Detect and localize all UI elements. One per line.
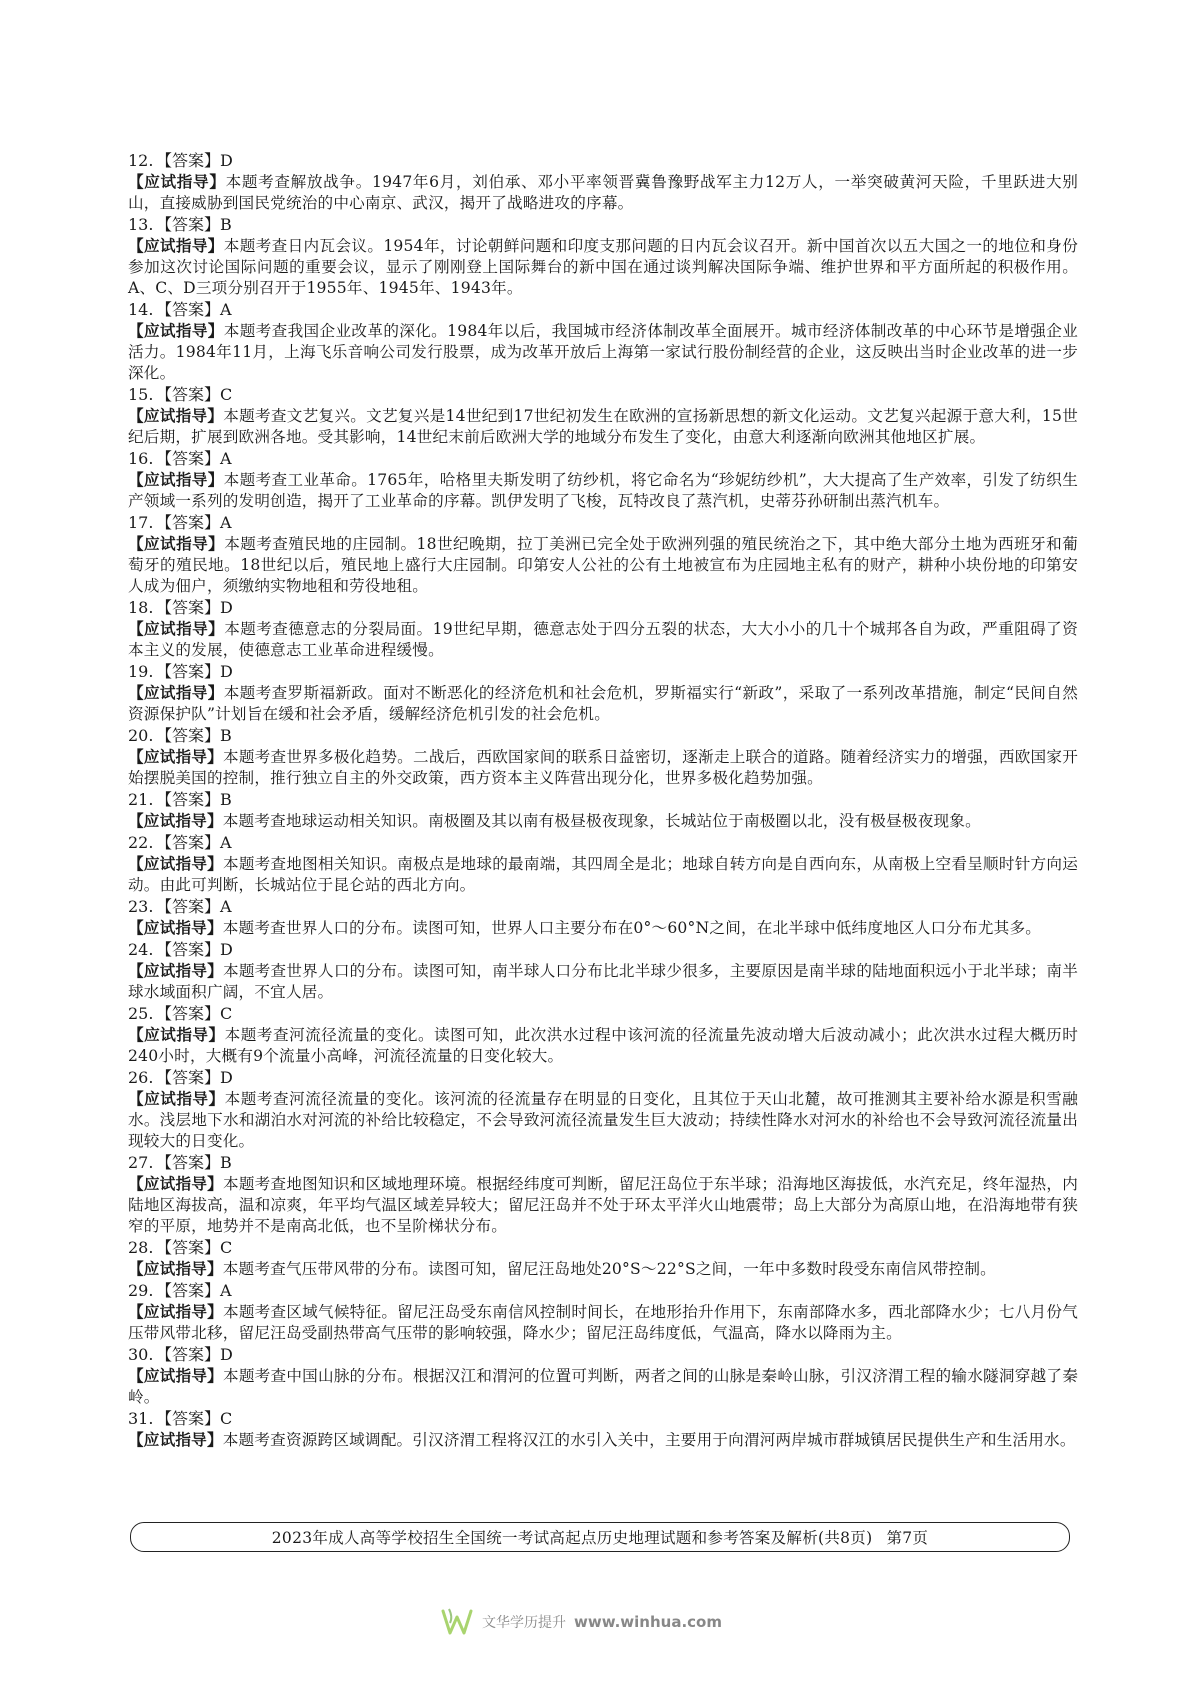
- guide-label: 【应试指导】: [128, 1025, 225, 1044]
- answer-line: [128, 150, 1078, 171]
- guide-text: [128, 405, 1078, 448]
- answer-value: D: [220, 940, 233, 959]
- question-number: 19.: [128, 662, 154, 681]
- guide-label: 【应试指导】: [128, 918, 223, 937]
- answer-label: 【答案】: [156, 300, 221, 319]
- answer-entry: [128, 597, 1078, 661]
- page-footer: [130, 1522, 1070, 1552]
- question-number: 16.: [128, 449, 154, 468]
- answer-entry: [128, 150, 1078, 214]
- answer-entry: [128, 1280, 1078, 1344]
- watermark-url: www.winhua.com: [574, 1613, 722, 1631]
- question-number: 31.: [128, 1409, 154, 1428]
- guide-body: 本题考查气压带风带的分布。读图可知，留尼汪岛地处20°S～22°S之间，一年中多数时段受东南信风带控制。: [222, 1260, 996, 1278]
- guide-label: 【应试指导】: [128, 1174, 224, 1193]
- question-number: 14.: [128, 300, 154, 319]
- guide-body: 本题考查德意志的分裂局面。19世纪早期，德意志处于四分五裂的状态，大大小小的几十个城邦各自为政，严重阻碍了资本主义的发展，使德意志工业革命进程缓慢。: [128, 620, 1078, 659]
- answer-value: C: [220, 1004, 233, 1023]
- guide-text: [128, 960, 1078, 1003]
- guide-body: 本题考查我国企业改革的深化。1984年以后，我国城市经济体制改革全面展开。城市经济体制改革的中心环节是增强企业活力。1984年11月，上海飞乐音响公司发行股票，成为改革开放后上海第一家试行股份制经营的企业，这反映出当时企业改革的进一步深化。: [128, 322, 1079, 382]
- guide-body: 本题考查世界人口的分布。读图可知，南半球人口分布比北半球少很多，主要原因是南半球的陆地面积远小于北半球；南半球水域面积广阔，不宜人居。: [128, 962, 1078, 1001]
- guide-label: 【应试指导】: [128, 172, 226, 191]
- answer-line: [128, 832, 1078, 853]
- answer-label: 【答案】: [156, 1238, 221, 1257]
- answer-line: [128, 448, 1078, 469]
- answer-line: [128, 512, 1078, 533]
- answer-entry: [128, 1003, 1078, 1067]
- answer-list: [128, 150, 1078, 1451]
- guide-body: 本题考查日内瓦会议。1954年，讨论朝鲜问题和印度支那问题的日内瓦会议召开。新中国首次以五大国之一的地位和身份参加这次讨论国际问题的重要会议，显示了刚刚登上国际舞台的新中国在通过谈判解决国际争端、维护世界和平方面所起的积极作用。A、C、D三项分别召开于1955年、1945年、1943年。: [128, 237, 1079, 297]
- answer-value: C: [220, 1409, 233, 1428]
- guide-label: 【应试指导】: [128, 1430, 223, 1449]
- question-number: 15.: [128, 385, 154, 404]
- guide-text: [128, 917, 1078, 939]
- guide-text: [128, 1301, 1078, 1344]
- guide-text: [128, 1088, 1078, 1152]
- answer-label: 【答案】: [156, 897, 221, 916]
- answer-line: [128, 597, 1078, 618]
- guide-body: 本题考查罗斯福新政。面对不断恶化的经济危机和社会危机，罗斯福实行“新政”，采取了一系列改革措施，制定“民间自然资源保护队”计划旨在缓和社会矛盾，缓解经济危机引发的社会危机。: [128, 684, 1079, 723]
- guide-label: 【应试指导】: [128, 747, 224, 766]
- question-number: 28.: [128, 1238, 154, 1257]
- answer-entry: [128, 299, 1078, 384]
- answer-entry: [128, 1152, 1078, 1237]
- guide-label: 【应试指导】: [128, 470, 224, 489]
- guide-body: 本题考查地图相关知识。南极点是地球的最南端，其四周全是北；地球自转方向是自西向东，从南极上空看呈顺时针方向运动。由此可判断，长城站位于昆仑站的西北方向。: [128, 855, 1078, 894]
- question-number: 24.: [128, 940, 154, 959]
- answer-entry: [128, 1237, 1078, 1280]
- answer-label: 【答案】: [156, 1068, 221, 1087]
- answer-value: A: [220, 897, 232, 916]
- guide-body: 本题考查工业革命。1765年，哈格里夫斯发明了纺纱机，将它命名为“珍妮纺纱机”，大大提高了生产效率，引发了纺织生产领域一系列的发明创造，揭开了工业革命的序幕。凯伊发明了飞梭，瓦特改良了蒸汽机，史蒂芬孙研制出蒸汽机车。: [128, 471, 1078, 510]
- answer-line: [128, 299, 1078, 320]
- guide-body: 本题考查河流径流量的变化。读图可知，此次洪水过程中该河流的径流量先波动增大后波动减小；此次洪水过程大概历时240小时，大概有9个流量小高峰，河流径流量的日变化较大。: [128, 1026, 1079, 1065]
- guide-body: 本题考查殖民地的庄园制。18世纪晚期，拉丁美洲已完全处于欧洲列强的殖民统治之下，其中绝大部分土地为西班牙和葡萄牙的殖民地。18世纪以后，殖民地上盛行大庄园制。印第安人公社的公有土地被宣布为庄园地主私有的财产，耕种小块份地的印第安人成为佃户，须缴纳实物地租和劳役地租。: [128, 535, 1078, 595]
- guide-text: [128, 1429, 1078, 1451]
- guide-body: 本题考查区域气候特征。留尼汪岛受东南信风控制时间长，在地形抬升作用下，东南部降水多，西北部降水少；七八月份气压带风带北移，留尼汪岛受副热带高气压带的影响较强，降水少；留尼汪岛纬度低，气温高，降水以降雨为主。: [128, 1303, 1078, 1342]
- answer-entry: [128, 1344, 1078, 1408]
- answer-value: B: [220, 726, 232, 745]
- guide-body: 本题考查地球运动相关知识。南极圈及其以南有极昼极夜现象，长城站位于南极圈以北，没有极昼极夜现象。: [222, 812, 981, 830]
- guide-label: 【应试指导】: [128, 406, 224, 425]
- answer-label: 【答案】: [156, 513, 221, 532]
- answer-line: [128, 661, 1078, 682]
- answer-label: 【答案】: [156, 1345, 221, 1364]
- answer-entry: [128, 725, 1078, 789]
- guide-text: [128, 1024, 1078, 1067]
- guide-label: 【应试指导】: [128, 1366, 224, 1385]
- answer-line: [128, 896, 1078, 917]
- guide-text: [128, 1365, 1078, 1408]
- answer-value: B: [220, 1153, 232, 1172]
- guide-body: 本题考查解放战争。1947年6月，刘伯承、邓小平率领晋冀鲁豫野战军主力12万人，一举突破黄河天险，千里跃进大别山，直接威胁到国民党统治的中心南京、武汉，揭开了战略进攻的序幕。: [128, 173, 1079, 212]
- answer-entry: [128, 789, 1078, 832]
- footer-title: 2023年成人高等学校招生全国统一考试高起点历史地理试题和参考答案及解析(共8页): [271, 1529, 873, 1547]
- answer-value: C: [220, 385, 233, 404]
- answer-value: D: [220, 598, 233, 617]
- answer-label: 【答案】: [156, 940, 221, 959]
- answer-line: [128, 1408, 1078, 1429]
- answer-line: [128, 1003, 1078, 1024]
- question-number: 18.: [128, 598, 154, 617]
- guide-body: 本题考查资源跨区域调配。引汉济渭工程将汉江的水引入关中，主要用于向渭河两岸城市群城镇居民提供生产和生活用水。: [222, 1431, 1076, 1449]
- watermark-brand: 文华学历提升: [482, 1615, 566, 1631]
- answer-line: [128, 1280, 1078, 1301]
- answer-line: [128, 1067, 1078, 1088]
- answer-value: D: [220, 151, 233, 170]
- answer-value: B: [220, 790, 232, 809]
- answer-label: 【答案】: [156, 833, 221, 852]
- guide-label: 【应试指导】: [128, 1302, 224, 1321]
- guide-text: [128, 810, 1078, 832]
- answer-label: 【答案】: [156, 1153, 221, 1172]
- guide-body: 本题考查河流径流量的变化。该河流的径流量存在明显的日变化，且其位于天山北麓，故可推测其主要补给水源是积雪融水。浅层地下水和湖泊水对河流的补给比较稳定，不会导致河流径流量发生巨大波动；持续性降水对河水的补给也不会导致河流径流量出现较大的日变化。: [128, 1090, 1079, 1150]
- answer-value: A: [220, 833, 232, 852]
- guide-label: 【应试指导】: [128, 236, 224, 255]
- answer-entry: [128, 939, 1078, 1003]
- guide-text: [128, 171, 1078, 214]
- answer-label: 【答案】: [156, 662, 221, 681]
- answer-entry: [128, 448, 1078, 512]
- answer-value: A: [220, 300, 232, 319]
- answer-label: 【答案】: [156, 1004, 221, 1023]
- answer-line: [128, 1344, 1078, 1365]
- guide-text: [128, 1173, 1078, 1237]
- guide-body: 本题考查中国山脉的分布。根据汉江和渭河的位置可判断，两者之间的山脉是秦岭山脉，引汉济渭工程的输水隧洞穿越了秦岭。: [128, 1367, 1078, 1406]
- answer-line: [128, 1152, 1078, 1173]
- question-number: 13.: [128, 215, 154, 234]
- question-number: 20.: [128, 726, 154, 745]
- answer-label: 【答案】: [156, 726, 221, 745]
- guide-label: 【应试指导】: [128, 534, 225, 553]
- answer-entry: [128, 512, 1078, 597]
- guide-text: [128, 320, 1078, 384]
- answer-value: A: [220, 513, 232, 532]
- question-number: 27.: [128, 1153, 154, 1172]
- answer-entry: [128, 832, 1078, 896]
- answer-line: [128, 1237, 1078, 1258]
- answer-value: A: [220, 449, 232, 468]
- guide-body: 本题考查世界多极化趋势。二战后，西欧国家间的联系日益密切，逐渐走上联合的道路。随着经济实力的增强，西欧国家开始摆脱美国的控制，推行独立自主的外交政策，西方资本主义阵营出现分化，世界多极化趋势加强。: [128, 748, 1078, 787]
- guide-label: 【应试指导】: [128, 1089, 225, 1108]
- guide-body: 本题考查地图知识和区域地理环境。根据经纬度可判断，留尼汪岛位于东半球；沿海地区海拔低，水汽充足，终年湿热，内陆地区海拔高，温和凉爽，年平均气温区域差异较大；留尼汪岛并不处于环太平洋火山地震带；岛上大部分为高原山地，在沿海地带有狭窄的平原，地势并不是南高北低，也不呈阶梯状分布。: [128, 1175, 1078, 1235]
- guide-label: 【应试指导】: [128, 619, 225, 638]
- answer-entry: [128, 1408, 1078, 1451]
- guide-text: [128, 1258, 1078, 1280]
- question-number: 21.: [128, 790, 154, 809]
- answer-line: [128, 214, 1078, 235]
- guide-text: [128, 469, 1078, 512]
- answer-label: 【答案】: [156, 790, 221, 809]
- answer-entry: [128, 896, 1078, 939]
- answer-value: A: [220, 1281, 232, 1300]
- answer-value: C: [220, 1238, 233, 1257]
- guide-label: 【应试指导】: [128, 1259, 223, 1278]
- question-number: 30.: [128, 1345, 154, 1364]
- guide-label: 【应试指导】: [128, 811, 223, 830]
- question-number: 22.: [128, 833, 154, 852]
- answer-line: [128, 939, 1078, 960]
- answer-entry: [128, 384, 1078, 448]
- guide-body: 本题考查文艺复兴。文艺复兴是14世纪到17世纪初发生在欧洲的宣扬新思想的新文化运动。文艺复兴起源于意大利，15世纪后期，扩展到欧洲各地。受其影响，14世纪末前后欧洲大学的地域分布发生了变化，由意大利逐渐向欧洲其他地区扩展。: [128, 407, 1078, 446]
- question-number: 25.: [128, 1004, 154, 1023]
- watermark: [440, 1604, 722, 1640]
- answer-entry: [128, 1067, 1078, 1152]
- question-number: 29.: [128, 1281, 154, 1300]
- answer-entry: [128, 661, 1078, 725]
- answer-label: 【答案】: [156, 151, 221, 170]
- answer-entry: [128, 214, 1078, 299]
- answer-label: 【答案】: [156, 1409, 221, 1428]
- guide-text: [128, 682, 1078, 725]
- question-number: 26.: [128, 1068, 154, 1087]
- guide-text: [128, 853, 1078, 896]
- guide-label: 【应试指导】: [128, 683, 224, 702]
- answer-value: D: [220, 662, 233, 681]
- winhua-logo-icon: [440, 1607, 474, 1637]
- answer-line: [128, 789, 1078, 810]
- answer-label: 【答案】: [156, 598, 221, 617]
- answer-value: D: [220, 1068, 233, 1087]
- answer-value: D: [220, 1345, 233, 1364]
- guide-label: 【应试指导】: [128, 321, 224, 340]
- answer-label: 【答案】: [156, 1281, 221, 1300]
- answer-label: 【答案】: [156, 215, 221, 234]
- guide-text: [128, 618, 1078, 661]
- guide-body: 本题考查世界人口的分布。读图可知，世界人口主要分布在0°～60°N之间，在北半球中低纬度地区人口分布尤其多。: [222, 919, 1042, 937]
- guide-text: [128, 533, 1078, 597]
- answer-label: 【答案】: [156, 385, 221, 404]
- guide-label: 【应试指导】: [128, 961, 224, 980]
- question-number: 23.: [128, 897, 154, 916]
- answer-label: 【答案】: [156, 449, 221, 468]
- guide-label: 【应试指导】: [128, 854, 224, 873]
- answer-line: [128, 725, 1078, 746]
- answer-value: B: [220, 215, 232, 234]
- answer-line: [128, 384, 1078, 405]
- question-number: 12.: [128, 151, 154, 170]
- guide-text: [128, 235, 1078, 299]
- question-number: 17.: [128, 513, 154, 532]
- guide-text: [128, 746, 1078, 789]
- footer-page-number: 第7页: [886, 1529, 929, 1547]
